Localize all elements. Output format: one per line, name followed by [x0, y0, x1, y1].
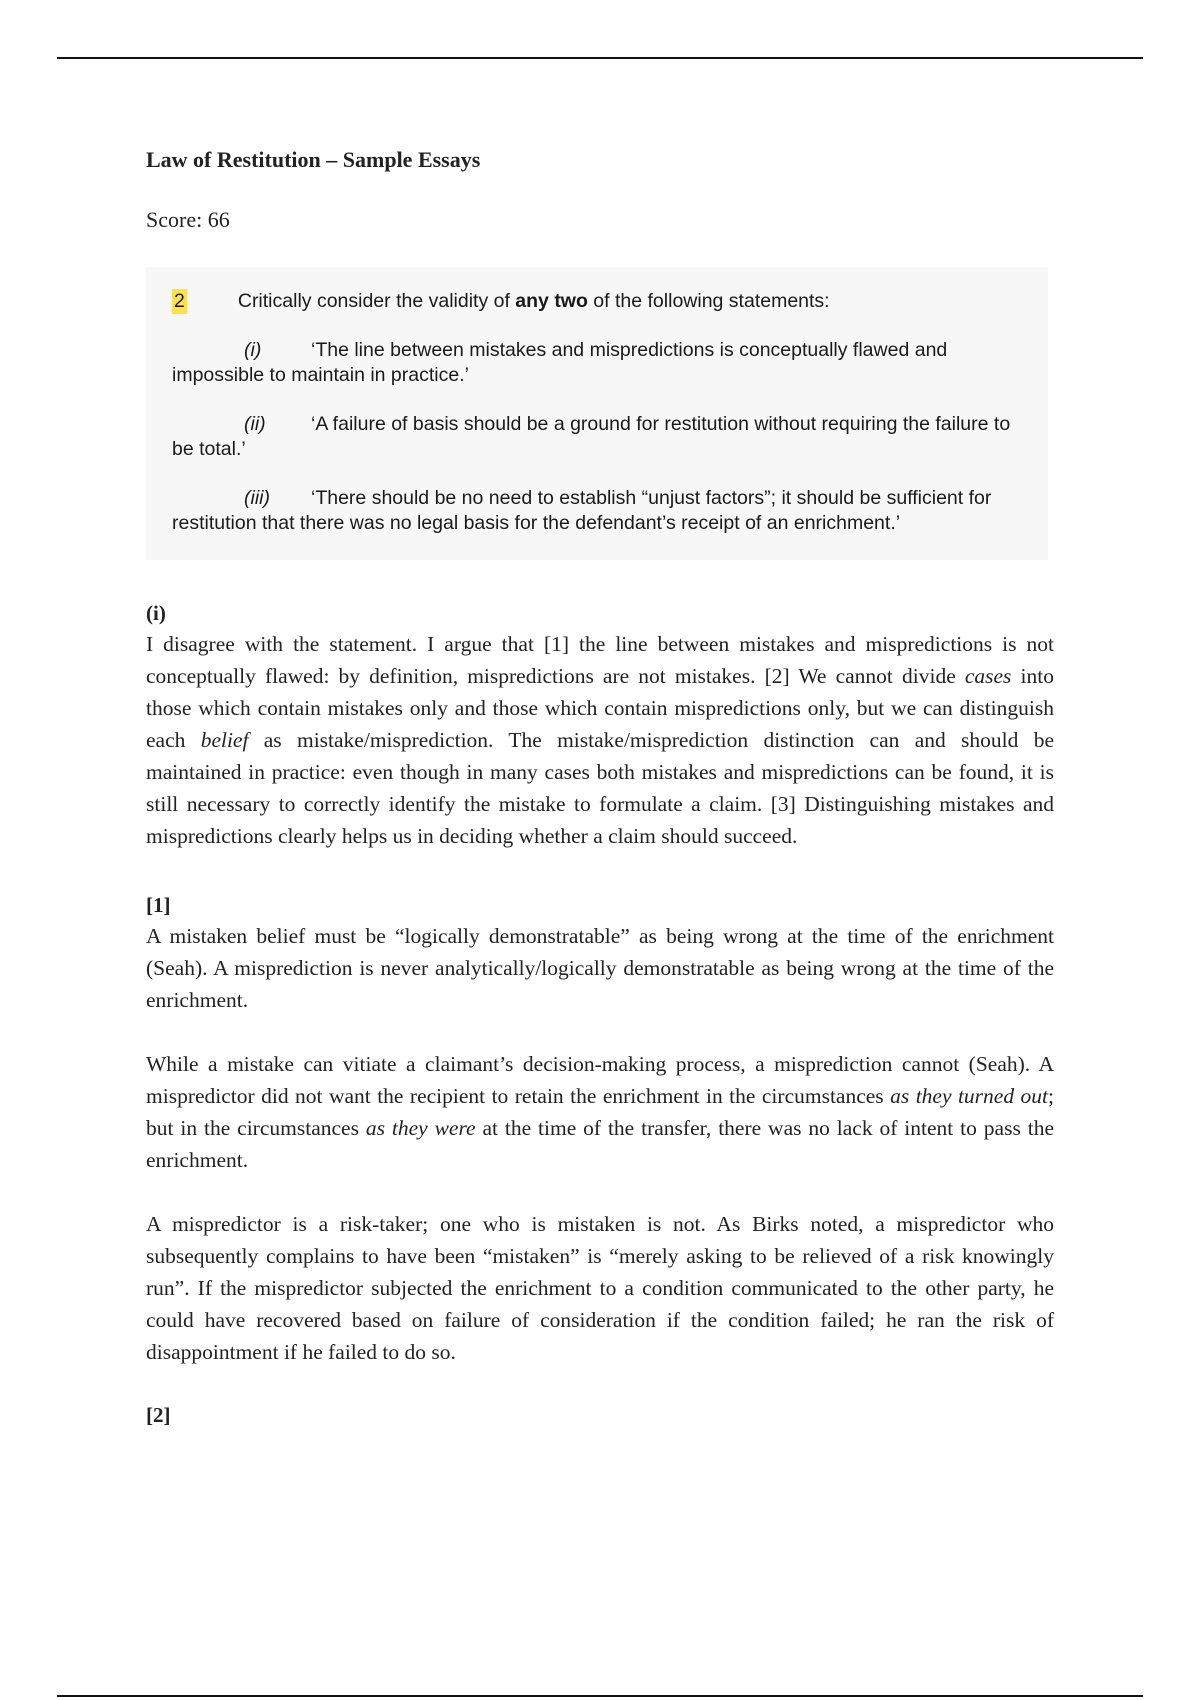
text-run: as mistake/misprediction. The mistake/misprediction distinction can and should be maintained in practice: even though in many cases both mistakes and mispredictions can be found, it is still necessary to correctly identify the mistake to formulate a claim. [3] Distinguishing mistakes and mispredictions clearly helps us in deciding whether a claim should succeed. [146, 728, 1054, 848]
question-number: 2 [174, 290, 185, 312]
text-run: I disagree with the statement. I argue that [1] the line between mistakes and mispredictions is not conceptually flawed: by definition, mispredictions are not mistakes. [2] We cannot divide [146, 632, 1054, 688]
section-heading-1: [1] [146, 893, 171, 917]
statement-i [172, 338, 1028, 388]
statement-numeral: (iii) [244, 487, 270, 509]
emphasis-as-they-turned-out: as they turned out [890, 1084, 1049, 1108]
emphasis-cases: cases [964, 664, 1012, 688]
text-run: into those which contain mistakes only and those which contain mispredictions only, but we can distinguish each [146, 664, 1054, 752]
statement-numeral: (i) [244, 339, 262, 361]
statement-text: ‘There should be no need to establish “unjust factors”; it should be sufficient for restitution that there was no legal basis for the defendant’s receipt of an enrichment.’ [172, 487, 992, 534]
section-1-paragraph-1: A mistaken belief must be “logically demonstratable” as being wrong at the time of the enrichment (Seah). A misprediction is never analytically/logically demonstratable as being wrong at the time of the enrichment. [146, 924, 1054, 1012]
question-prompt-start: Critically consider the validity of [237, 290, 516, 312]
statement-text: ‘A failure of basis should be a ground for restitution without requiring the failure to be total.’ [172, 413, 1011, 460]
bottom-rule [57, 1695, 1143, 1697]
emphasis-as-they-were: as they were [365, 1116, 476, 1140]
section-1-paragraph-3: A mispredictor is a risk-taker; one who is mistaken is not. As Birks noted, a mispredictor who subsequently complains to have been “mistaken” is “merely asking to be relieved of a risk knowingly run”. If the mispredictor subjected the enrichment to a condition communicated to the other party, he could have recovered based on failure of consideration if the condition failed; he ran the risk of disappointment if he failed to do so. [146, 1212, 1054, 1364]
score-line: Score: 66 [146, 207, 230, 232]
question-box [146, 267, 1048, 560]
statement-text: ‘The line between mistakes and mispredictions is conceptually flawed and impossible to maintain in practice.’ [172, 339, 948, 386]
statement-ii [172, 412, 1028, 462]
question-header [172, 289, 1028, 314]
statement-numeral: (ii) [244, 413, 266, 435]
question-prompt-end: of the following statements: [587, 290, 830, 312]
section-i-paragraph [146, 628, 1054, 852]
text-run: at the time of the transfer, there was no lack of intent to pass the enrichment. [146, 1116, 1054, 1172]
question-prompt-emphasis: any two [515, 290, 588, 312]
text-run: While a mistake can vitiate a claimant’s decision-making process, a misprediction cannot (Seah). A mispredictor did not want the recipient to retain the enrichment in the circumstances [146, 1052, 1054, 1108]
section-heading-i: (i) [146, 601, 166, 625]
page-content [146, 145, 1054, 1430]
question-prompt [238, 289, 830, 314]
text-run: ; but in the circumstances [146, 1084, 1054, 1140]
section-1-paragraph-2 [146, 1048, 1054, 1176]
statement-iii [172, 486, 1028, 536]
top-rule [57, 57, 1143, 59]
emphasis-belief: belief [200, 728, 249, 752]
section-heading-2: [2] [146, 1403, 171, 1427]
document-title: Law of Restitution – Sample Essays [146, 147, 481, 172]
